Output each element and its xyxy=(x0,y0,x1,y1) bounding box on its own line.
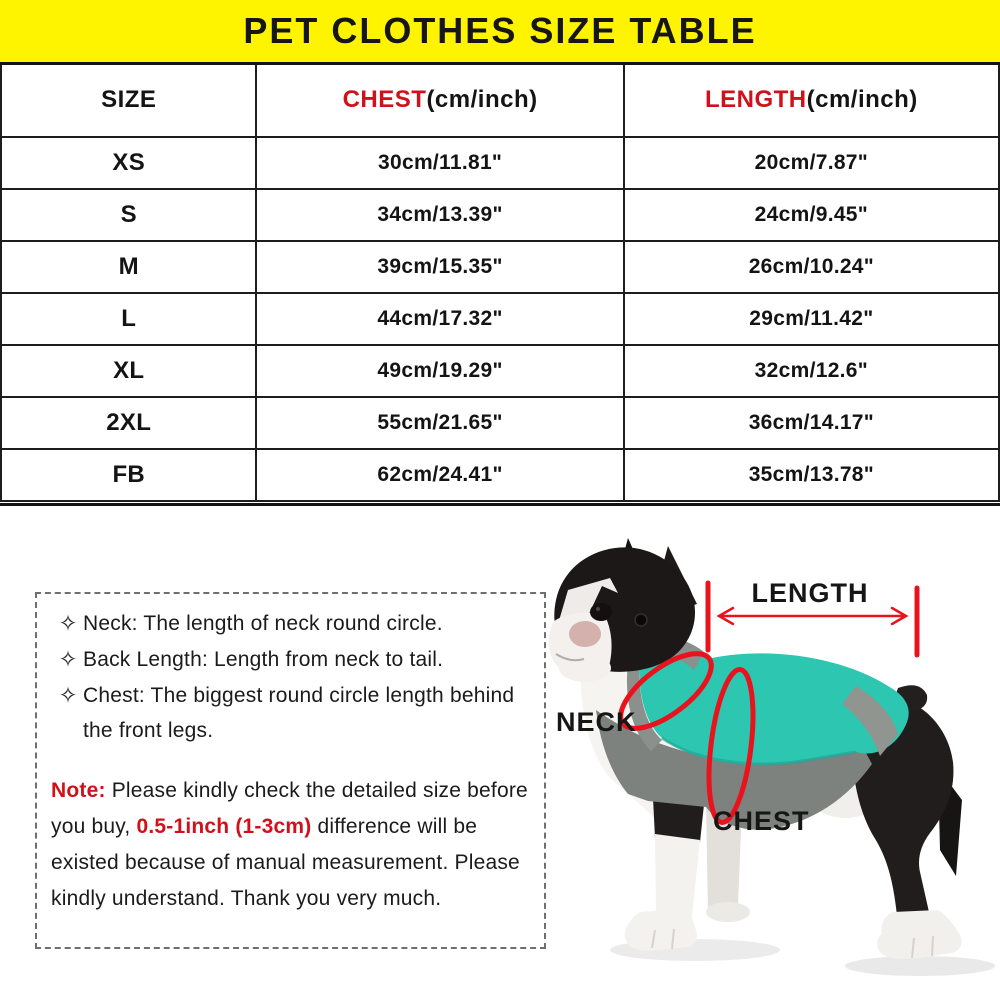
note-tolerance-value: 0.5-1inch (1-3cm) xyxy=(136,815,312,838)
size-value: M xyxy=(1,241,256,293)
chest-value: 55cm/21.65" xyxy=(256,397,623,449)
table-row xyxy=(1,189,999,241)
chest-header-em: CHEST xyxy=(342,86,427,113)
length-header-em: LENGTH xyxy=(704,86,807,113)
length-value: 35cm/13.78" xyxy=(624,449,999,501)
length-label: LENGTH xyxy=(751,578,869,608)
column-header-chest xyxy=(256,63,623,137)
size-value: 2XL xyxy=(1,397,256,449)
chest-label: CHEST xyxy=(713,806,810,836)
table-row xyxy=(1,449,999,501)
table-row xyxy=(1,345,999,397)
neck-label: NECK xyxy=(556,707,637,737)
length-value: 20cm/7.87" xyxy=(624,137,999,189)
diamond-bullet-icon: ✧ xyxy=(58,682,78,708)
list-item xyxy=(53,606,532,641)
chest-value: 62cm/24.41" xyxy=(256,449,623,501)
note-label: Note: xyxy=(51,779,106,802)
table-row xyxy=(1,293,999,345)
chest-value: 49cm/19.29" xyxy=(256,345,623,397)
note-back-length-text: Back Length: Length from neck to tail. xyxy=(83,648,444,671)
column-header-size: SIZE xyxy=(1,63,256,137)
disclaimer-note xyxy=(51,773,532,917)
chest-value: 44cm/17.32" xyxy=(256,293,623,345)
chest-value: 39cm/15.35" xyxy=(256,241,623,293)
title-banner xyxy=(0,0,1000,62)
size-value: FB xyxy=(1,449,256,501)
table-row xyxy=(1,137,999,189)
table-row xyxy=(1,241,999,293)
diamond-bullet-icon: ✧ xyxy=(58,646,78,672)
note-text-2: difference will be existed because of manual measurement. Please kindly understand. Thank you very much. xyxy=(51,815,520,910)
size-table xyxy=(0,62,1000,502)
note-text-1: Please kindly check the detailed size before you buy, xyxy=(51,779,528,838)
measurement-notes-box xyxy=(35,592,546,949)
size-value: S xyxy=(1,189,256,241)
list-item xyxy=(53,678,532,748)
length-value: 36cm/14.17" xyxy=(624,397,999,449)
size-value: XS xyxy=(1,137,256,189)
length-value: 29cm/11.42" xyxy=(624,293,999,345)
table-header-row xyxy=(1,63,999,137)
page-title: PET CLOTHES SIZE TABLE xyxy=(243,10,757,51)
size-value: L xyxy=(1,293,256,345)
length-value: 24cm/9.45" xyxy=(624,189,999,241)
size-value: XL xyxy=(1,345,256,397)
length-value: 26cm/10.24" xyxy=(624,241,999,293)
chest-header-unit: (cm/inch) xyxy=(426,86,538,113)
chest-value: 34cm/13.39" xyxy=(256,189,623,241)
length-value: 32cm/12.6" xyxy=(624,345,999,397)
diamond-bullet-icon: ✧ xyxy=(58,610,78,636)
length-header-unit: (cm/inch) xyxy=(806,86,918,113)
list-item xyxy=(53,642,532,677)
column-header-length xyxy=(624,63,999,137)
chest-value: 30cm/11.81" xyxy=(256,137,623,189)
note-chest-text: Chest: The biggest round circle length behind the front legs. xyxy=(83,684,515,742)
table-row xyxy=(1,397,999,449)
note-neck-text: Neck: The length of neck round circle. xyxy=(83,612,443,635)
